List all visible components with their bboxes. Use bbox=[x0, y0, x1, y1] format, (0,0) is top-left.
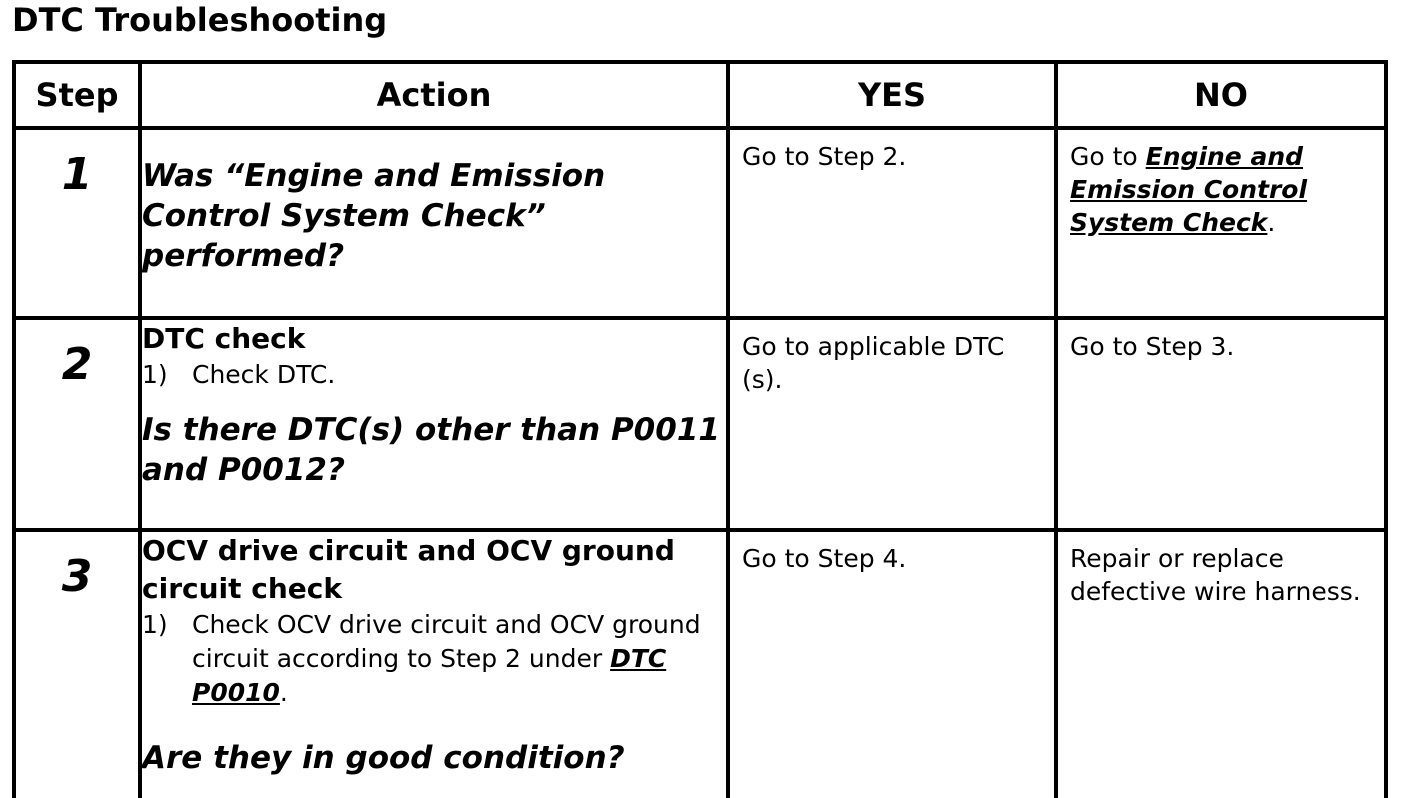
no-cell bbox=[1056, 318, 1386, 530]
action-question: Are they in good condition? bbox=[142, 740, 625, 776]
no-text bbox=[1058, 130, 1384, 239]
table-row bbox=[14, 128, 1386, 318]
action-question: Is there DTC(s) other than P0011 and P0012? bbox=[142, 412, 720, 488]
no-text-prefix: Go to bbox=[1070, 142, 1146, 171]
step-cell bbox=[14, 128, 140, 318]
yes-cell bbox=[728, 128, 1056, 318]
item-text-suffix: . bbox=[279, 678, 288, 707]
action-step-item bbox=[142, 358, 726, 392]
no-text-suffix: . bbox=[1267, 208, 1276, 237]
no-text: Go to Step 3. bbox=[1070, 332, 1235, 361]
no-text: Repair or replace defective wire harness. bbox=[1070, 544, 1361, 606]
step-number: 1 bbox=[61, 149, 93, 200]
action-cell bbox=[140, 128, 728, 318]
yes-text: Go to Step 4. bbox=[742, 544, 907, 573]
dtc-p0010-link[interactable]: DTC P0010 bbox=[192, 644, 667, 707]
action-heading: DTC check bbox=[142, 322, 306, 355]
yes-text: Go to Step 2. bbox=[742, 142, 907, 171]
step-cell bbox=[14, 318, 140, 530]
action-step-item bbox=[142, 608, 726, 710]
header-action: Action bbox=[140, 62, 728, 128]
action-question: Was “Engine and Emission Control System Check” performed? bbox=[142, 158, 606, 274]
action-heading: OCV drive circuit and OCV ground circuit check bbox=[142, 534, 675, 605]
step-number: 3 bbox=[61, 551, 93, 602]
table-row bbox=[14, 530, 1386, 798]
step-number: 2 bbox=[61, 339, 93, 390]
item-text-prefix: Check OCV drive circuit and OCV ground circuit according to Step 2 under bbox=[192, 610, 701, 673]
no-cell bbox=[1056, 128, 1386, 318]
table-row bbox=[14, 318, 1386, 530]
header-step: Step bbox=[14, 62, 140, 128]
step-cell bbox=[14, 530, 140, 798]
engine-emission-check-link[interactable]: Engine and Emission Control System Check bbox=[1070, 142, 1308, 237]
action-cell bbox=[140, 530, 728, 798]
item-text bbox=[192, 608, 726, 710]
item-number: 1) bbox=[142, 360, 168, 389]
header-no: NO bbox=[1056, 62, 1386, 128]
item-number: 1) bbox=[142, 610, 168, 639]
troubleshooting-table bbox=[12, 60, 1388, 798]
yes-text: Go to applicable DTC (s). bbox=[742, 332, 1005, 394]
item-text: Check DTC. bbox=[192, 360, 336, 389]
header-yes: YES bbox=[728, 62, 1056, 128]
yes-cell bbox=[728, 318, 1056, 530]
action-cell bbox=[140, 318, 728, 530]
page-title: DTC Troubleshooting bbox=[12, 1, 388, 39]
table-header-row bbox=[14, 62, 1386, 128]
yes-cell bbox=[728, 530, 1056, 798]
no-cell bbox=[1056, 530, 1386, 798]
